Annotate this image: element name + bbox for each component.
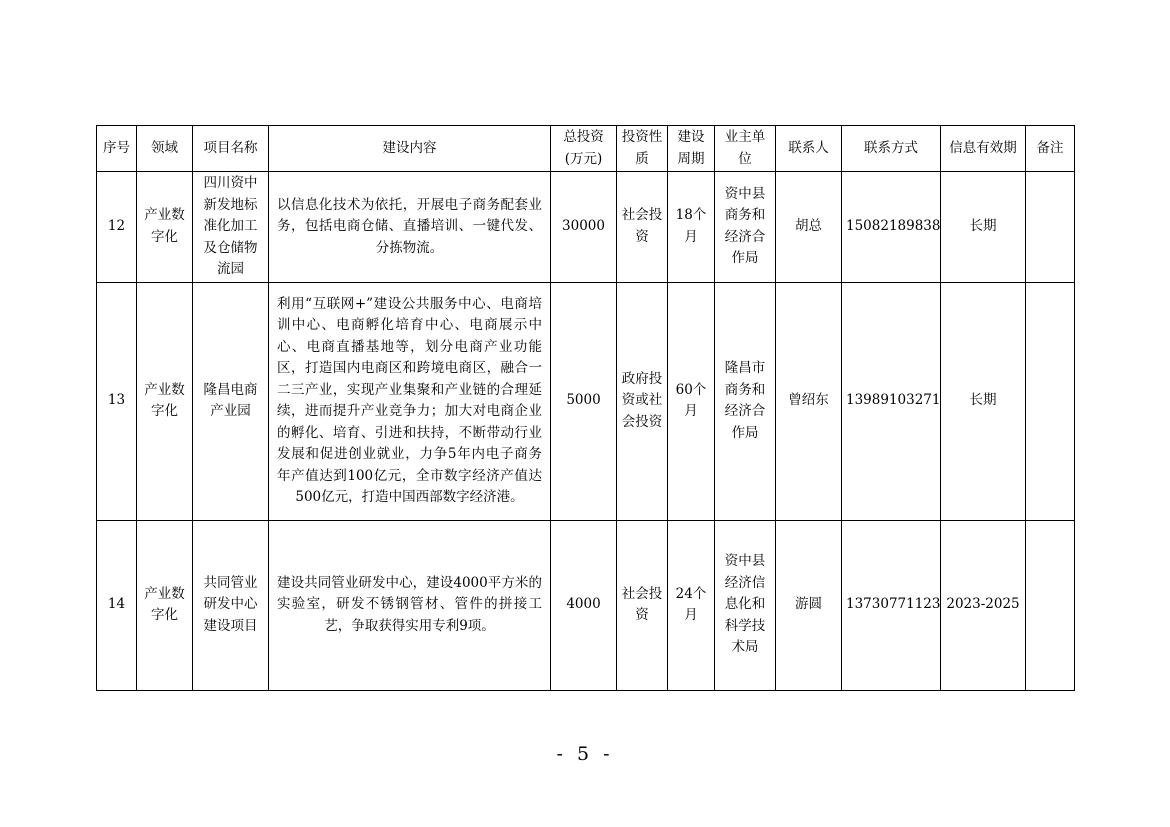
- cell-contact: 曾绍东: [776, 282, 842, 520]
- cell-phone: 15082189838: [842, 172, 941, 283]
- cell-remark: [1026, 282, 1075, 520]
- cell-no: 12: [97, 172, 137, 283]
- cell-phone: 13730771123: [842, 520, 941, 690]
- cell-no: 13: [97, 282, 137, 520]
- cell-period: 24个月: [668, 520, 715, 690]
- table-row: [97, 282, 1075, 520]
- header-content: 建设内容: [269, 126, 551, 172]
- header-nature: 投资性质: [617, 126, 668, 172]
- header-validity: 信息有效期: [941, 126, 1026, 172]
- cell-contact: 胡总: [776, 172, 842, 283]
- cell-validity: 长期: [941, 172, 1026, 283]
- table-header-row: [97, 126, 1075, 172]
- header-phone: 联系方式: [842, 126, 941, 172]
- cell-field: 产业数字化: [137, 282, 193, 520]
- cell-owner: 隆昌市商务和经济合作局: [715, 282, 776, 520]
- header-investment: 总投资(万元): [551, 126, 617, 172]
- cell-investment: 5000: [551, 282, 617, 520]
- cell-nature: 社会投资: [617, 520, 668, 690]
- table-row: [97, 520, 1075, 690]
- header-contact: 联系人: [776, 126, 842, 172]
- header-name: 项目名称: [193, 126, 269, 172]
- cell-no: 14: [97, 520, 137, 690]
- header-no: 序号: [97, 126, 137, 172]
- cell-content: 以信息化技术为依托，开展电子商务配套业务，包括电商仓储、直播培训、一键代发、分拣物流。: [269, 172, 551, 283]
- table-row: [97, 172, 1075, 283]
- cell-investment: 30000: [551, 172, 617, 283]
- cell-nature: 政府投资或社会投资: [617, 282, 668, 520]
- cell-period: 60个月: [668, 282, 715, 520]
- cell-investment: 4000: [551, 520, 617, 690]
- project-table: [96, 125, 1075, 691]
- cell-validity: 2023-2025: [941, 520, 1026, 690]
- cell-nature: 社会投资: [617, 172, 668, 283]
- cell-name: 隆昌电商产业园: [193, 282, 269, 520]
- cell-field: 产业数字化: [137, 172, 193, 283]
- cell-name: 四川资中新发地标准化加工及仓储物流园: [193, 172, 269, 283]
- cell-contact: 游圆: [776, 520, 842, 690]
- cell-content: 建设共同管业研发中心，建设4000平方米的实验室，研发不锈钢管材、管件的拼接工艺，争取获得实用专利9项。: [269, 520, 551, 690]
- cell-field: 产业数字化: [137, 520, 193, 690]
- page-number: - 5 -: [556, 743, 614, 765]
- cell-remark: [1026, 520, 1075, 690]
- header-field: 领域: [137, 126, 193, 172]
- header-remark: 备注: [1026, 126, 1075, 172]
- header-owner: 业主单位: [715, 126, 776, 172]
- cell-remark: [1026, 172, 1075, 283]
- cell-owner: 资中县商务和经济合作局: [715, 172, 776, 283]
- cell-validity: 长期: [941, 282, 1026, 520]
- cell-period: 18个月: [668, 172, 715, 283]
- cell-name: 共同管业研发中心建设项目: [193, 520, 269, 690]
- cell-content: 利用“互联网+”建设公共服务中心、电商培训中心、电商孵化培育中心、电商展示中心、电商直播基地等，划分电商产业功能区，打造国内电商区和跨境电商区，融合一二三产业，实现产业集聚和产业链的合理延续，进而提升产业竞争力；加大对电商企业的孵化、培育、引进和扶持，不断带动行业发展和促进创业就业，力争5年内电子商务年产值达到100亿元，全市数字经济产值达500亿元，打造中国西部数字经济港。: [269, 282, 551, 520]
- header-period: 建设周期: [668, 126, 715, 172]
- cell-owner: 资中县经济信息化和科学技术局: [715, 520, 776, 690]
- cell-phone: 13989103271: [842, 282, 941, 520]
